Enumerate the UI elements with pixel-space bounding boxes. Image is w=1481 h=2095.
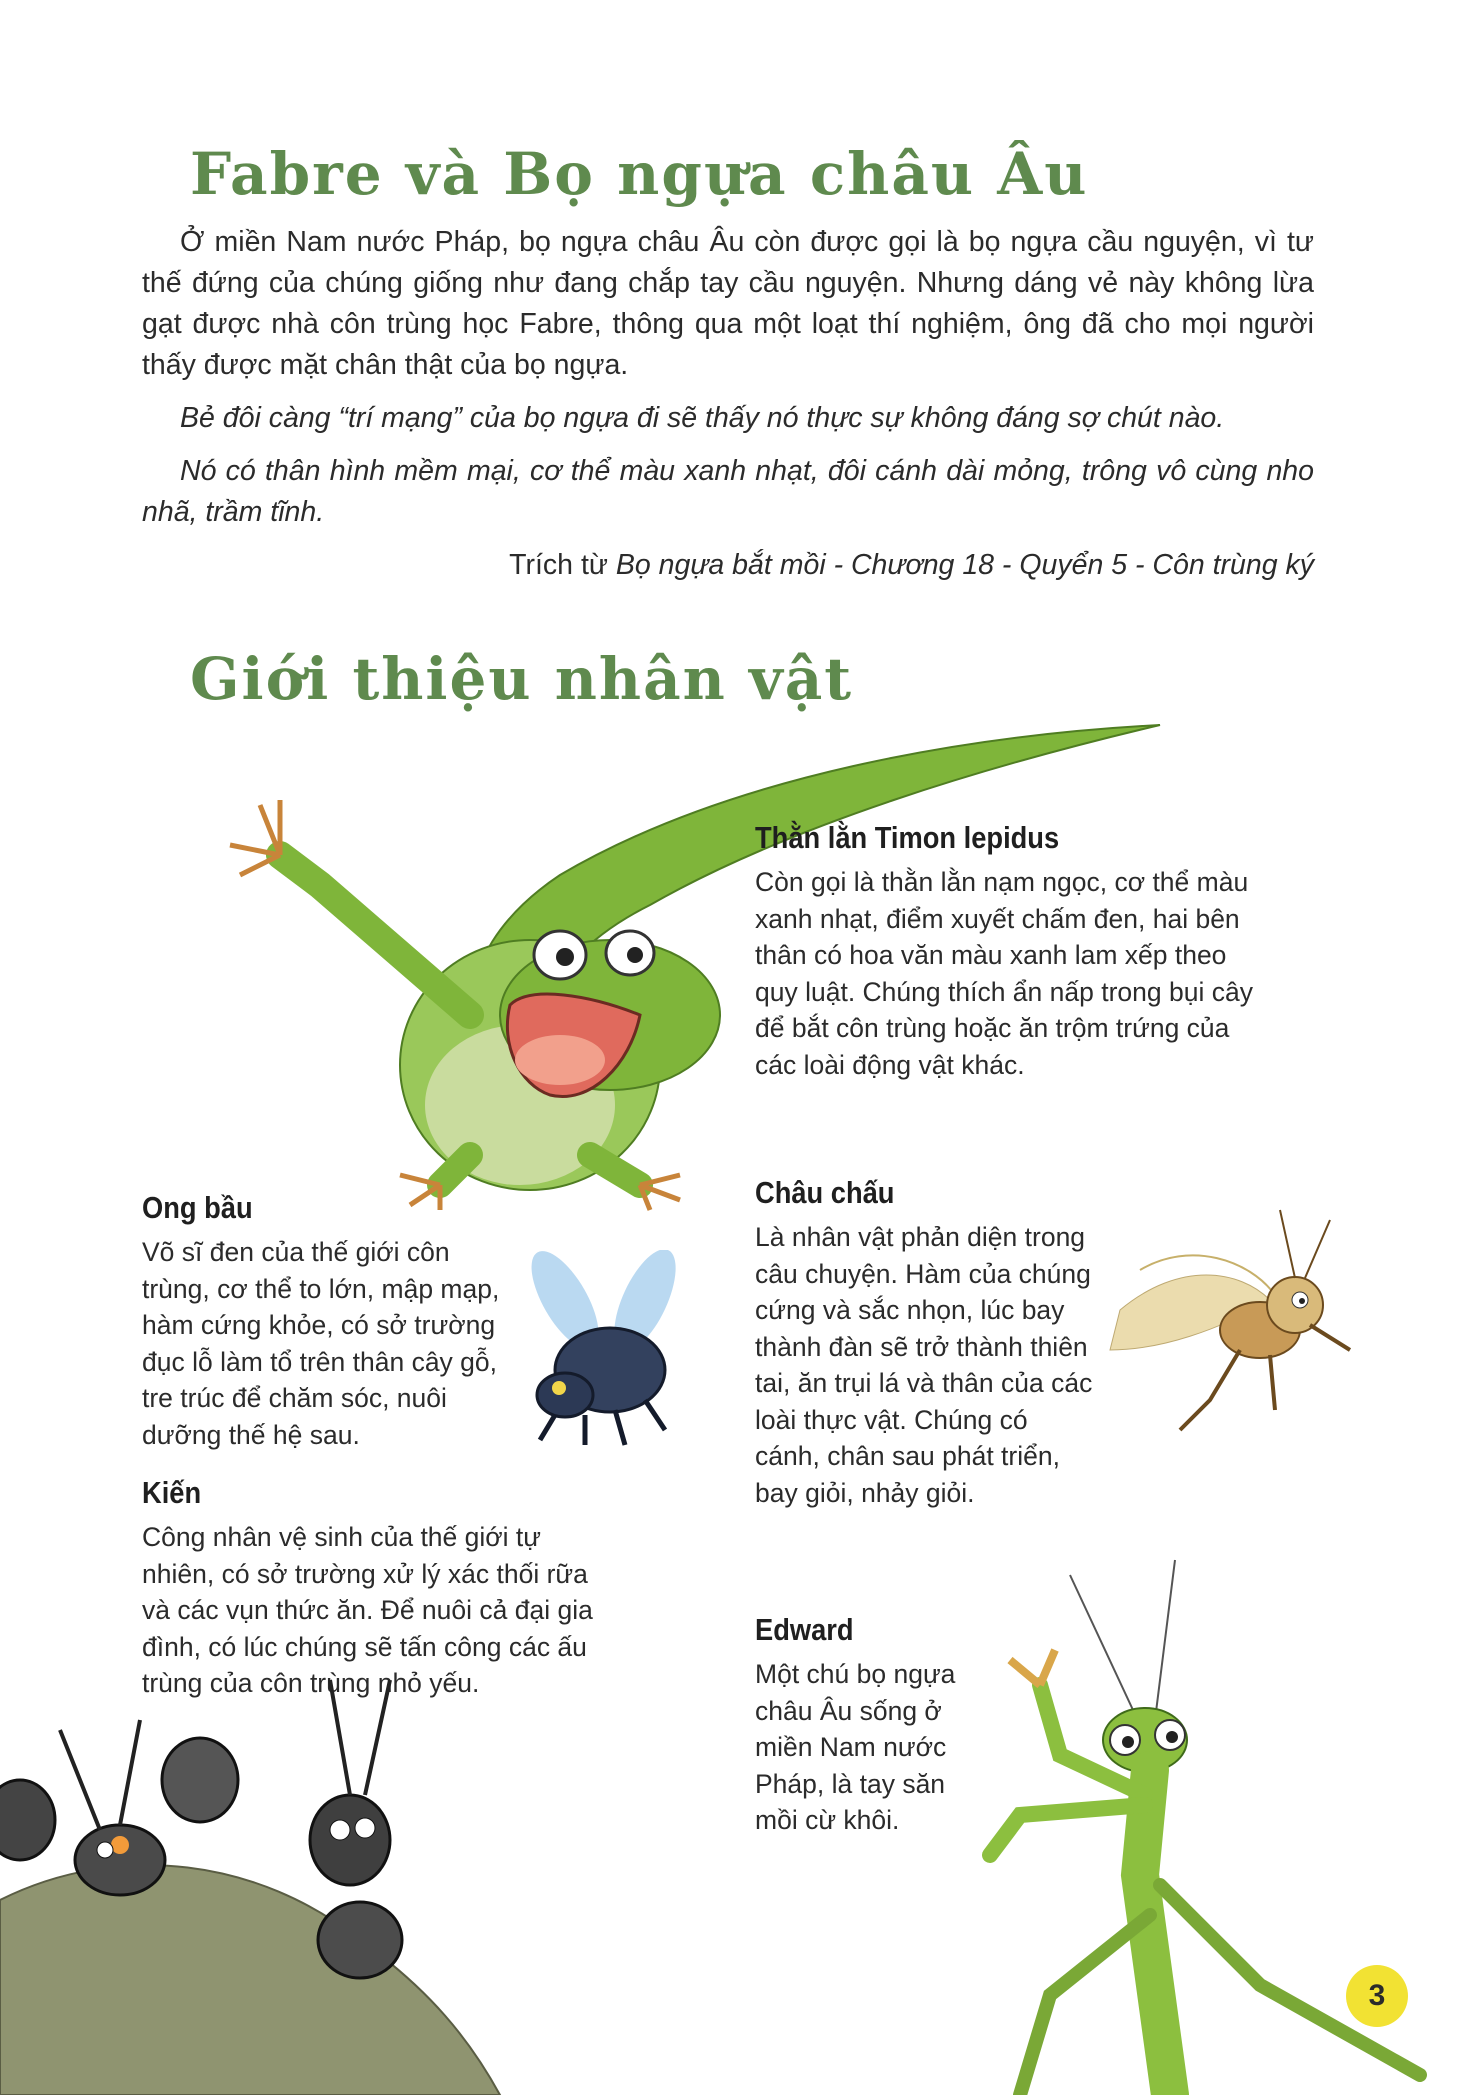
grasshopper-description: Là nhân vật phản diện trong câu chuyện. Hàm của chúng cứng và sắc nhọn, lúc bay thành đàn sẽ trở thành thiên tai, ăn trụi lá và thân của các loài thực vật. Chúng có cánh, chân sau phát triển, bay giỏi, nhảy giỏi. (755, 1222, 1093, 1508)
ant-name: Kiến (142, 1475, 202, 1510)
source-citation (142, 549, 1314, 582)
characters-heading: Giới thiệu nhân vật (190, 645, 854, 713)
ant-description: Công nhân vệ sinh của thế giới tự nhiên, có sở trường xử lý xác thối rữa và các vụn thức ăn. Để nuôi cả đại gia đình, có lúc chúng sẽ tấn công các ấu trùng của côn trùng nhỏ yếu. (142, 1522, 593, 1698)
source-prefix: Trích từ (509, 549, 616, 581)
quote-2: Nó có thân hình mềm mại, cơ thể màu xanh nhạt, đôi cánh dài mỏng, trông vô cùng nho nhã, trầm tĩnh. (142, 455, 1314, 528)
grasshopper-illustration (1100, 1200, 1380, 1460)
mantis-illustration (960, 1555, 1481, 2095)
bee-description: Võ sĩ đen của thế giới côn trùng, cơ thể to lớn, mập mạp, hàm cứng khỏe, có sở trường đục lỗ làm tổ trên thân cây gỗ, tre trúc để chăm sóc, nuôi dưỡng thế hệ sau. (142, 1237, 500, 1450)
bee-name: Ong bầu (142, 1190, 253, 1225)
page-title: Fabre và Bọ ngựa châu Âu (190, 140, 1089, 208)
intro-section (142, 222, 1314, 533)
page-number-badge: 3 (1346, 1965, 1408, 2027)
mantis-description: Một chú bọ ngựa châu Âu sống ở miền Nam nước Pháp, là tay săn mồi cừ khôi. (755, 1659, 956, 1835)
lizard-description: Còn gọi là thằn lằn nạm ngọc, cơ thể màu xanh nhạt, điểm xuyết chấm đen, hai bên thân có hoa văn màu xanh lam xếp theo quy luật. Chúng thích ẩn nấp trong bụi cây để bắt côn trùng hoặc ăn trộm trứng của các loài động vật khác. (755, 867, 1253, 1080)
mantis-name: Edward (755, 1612, 854, 1647)
ants-illustration (0, 1640, 560, 2095)
lizard-name: Thằn lằn Timon lepidus (755, 820, 1060, 855)
bee-illustration (515, 1250, 695, 1460)
intro-paragraph: Ở miền Nam nước Pháp, bọ ngựa châu Âu còn được gọi là bọ ngựa cầu nguyện, vì tư thế đứng của chúng giống như đang chắp tay cầu nguyện. Nhưng dáng vẻ này không lừa gạt được nhà côn trùng học Fabre, thông qua một loạt thí nghiệm, ông đã cho mọi người thấy được mặt chân thật của bọ ngựa. (142, 226, 1314, 381)
grasshopper-name: Châu chấu (755, 1175, 895, 1210)
source-title: Bọ ngựa bắt mồi - Chương 18 - Quyển 5 - Côn trùng ký (615, 549, 1314, 581)
quote-1: Bẻ đôi càng “trí mạng” của bọ ngựa đi sẽ thấy nó thực sự không đáng sợ chút nào. (180, 402, 1225, 434)
